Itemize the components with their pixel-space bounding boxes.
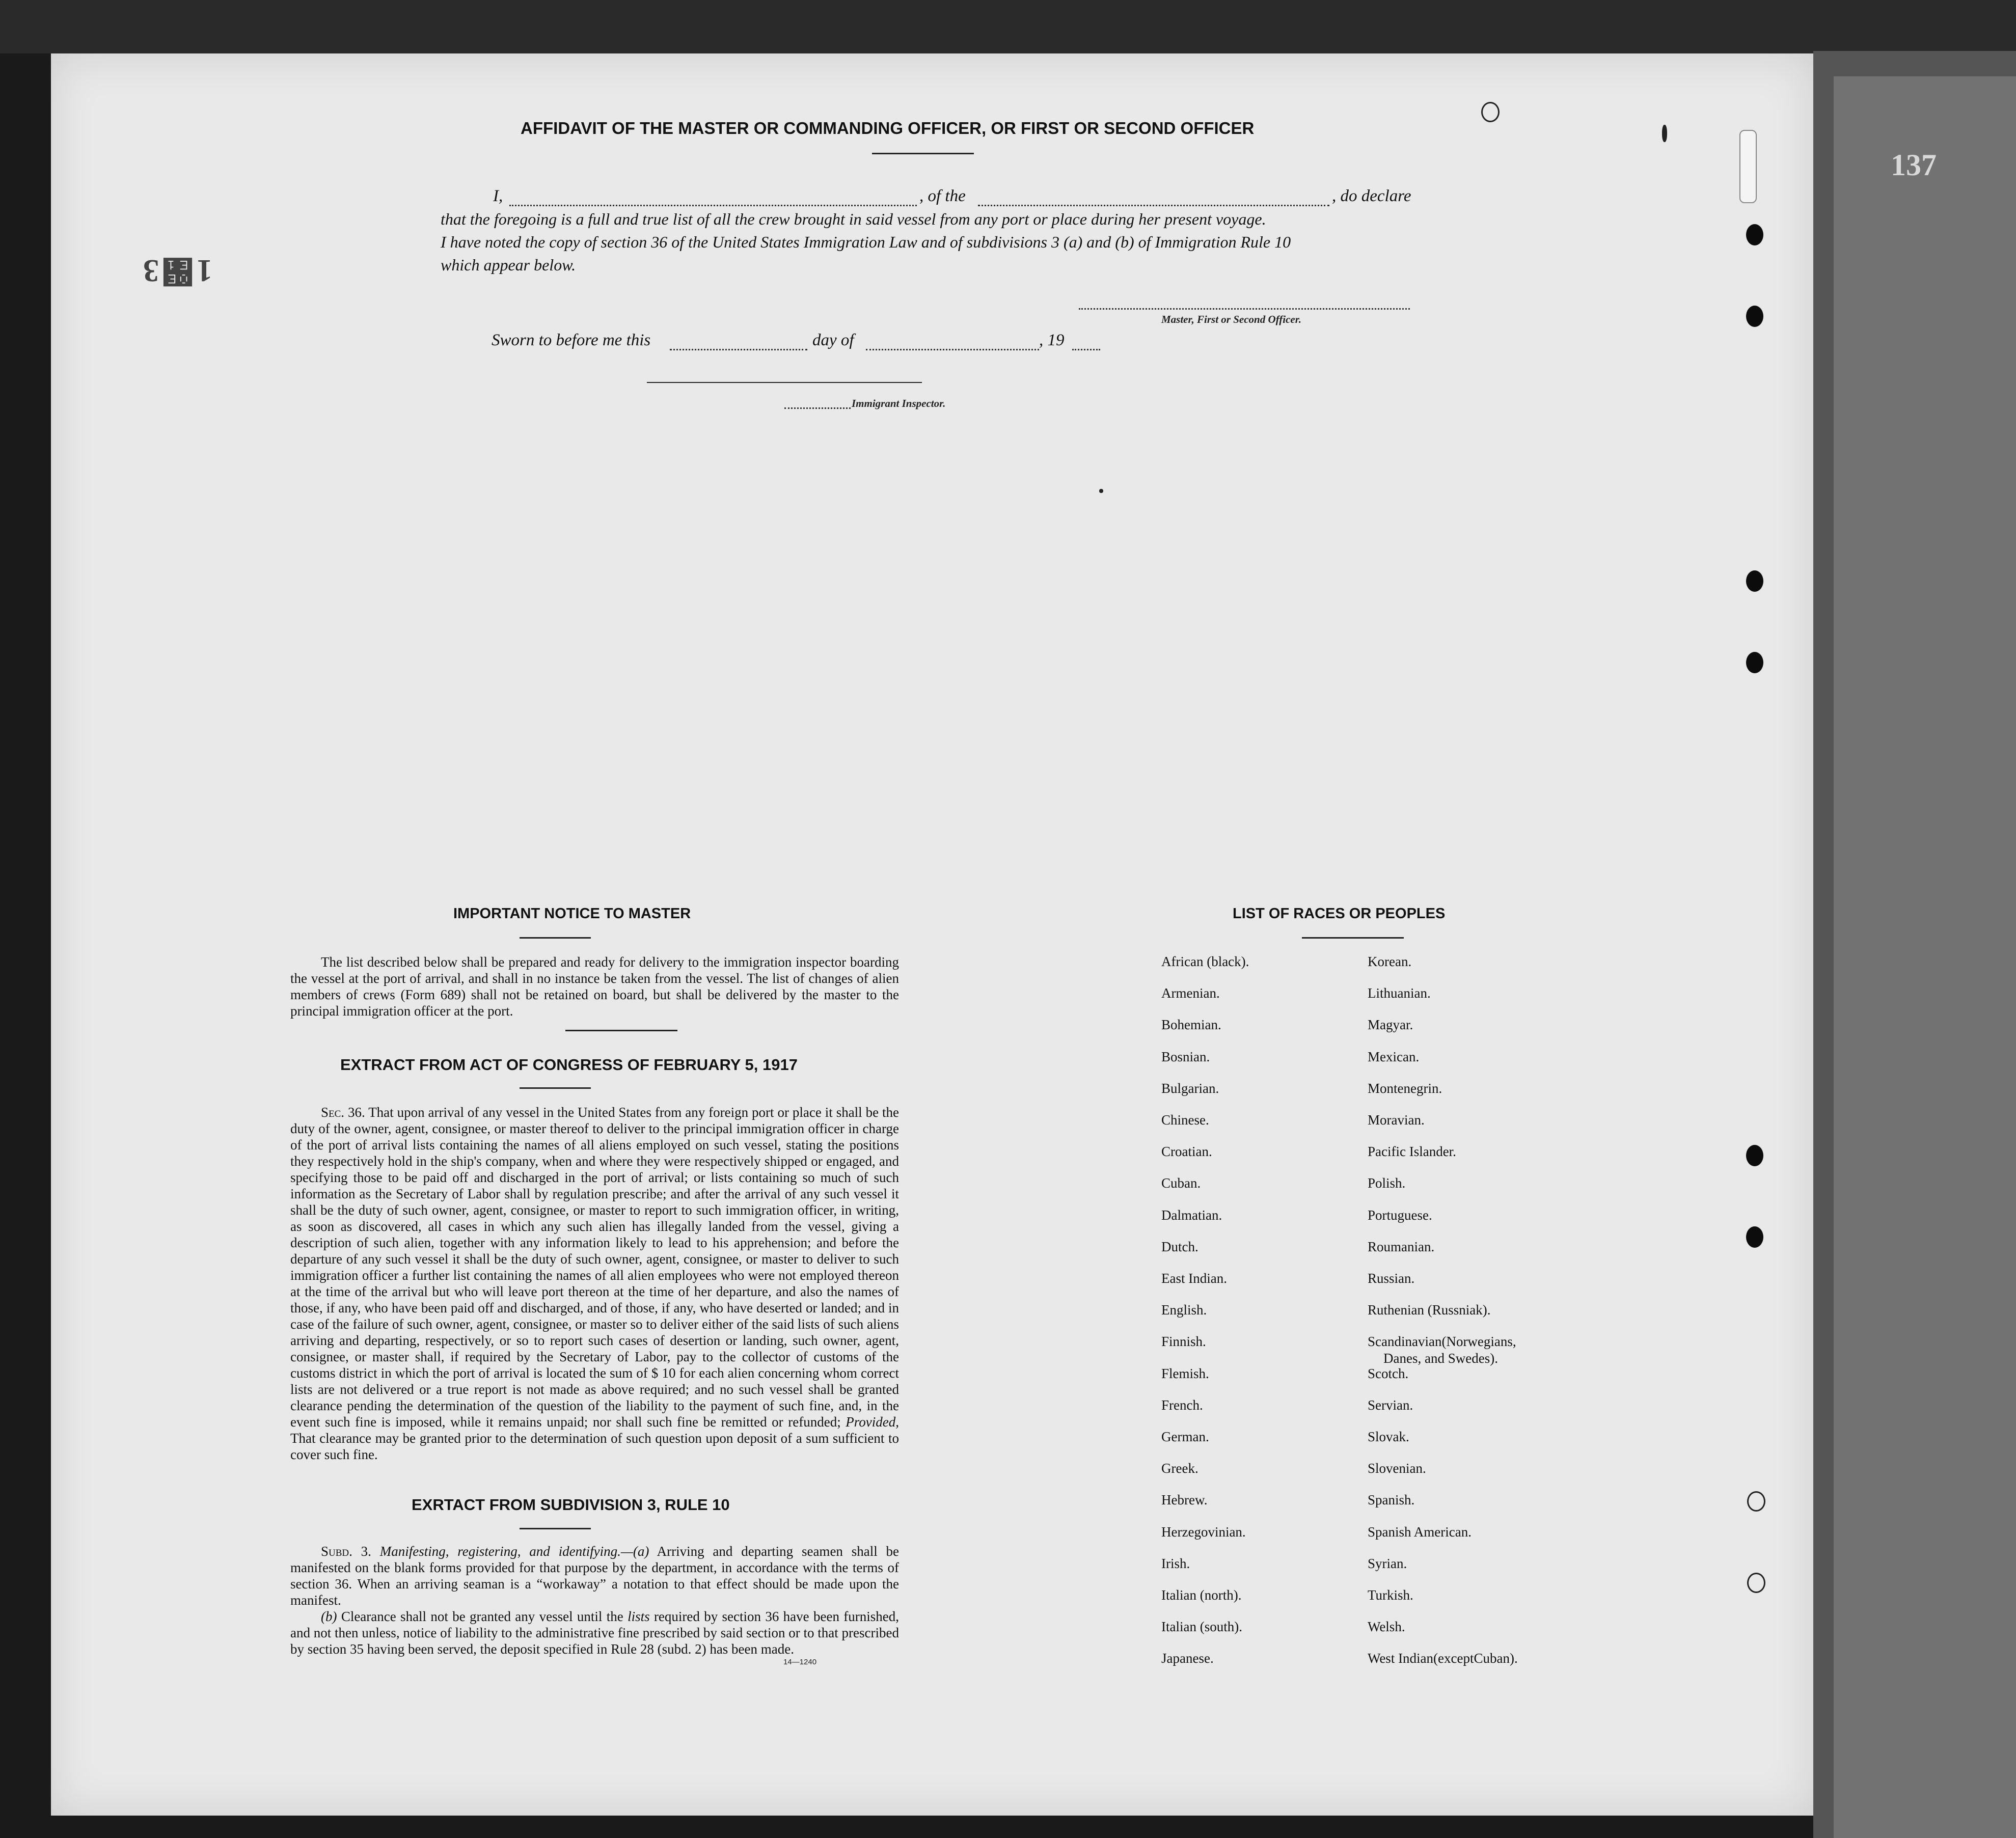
race-item: Servian.	[1368, 1397, 1413, 1413]
punch-hole	[1746, 652, 1763, 673]
punch-hole	[1746, 570, 1763, 592]
race-item: Scotch.	[1368, 1365, 1409, 1381]
ring-hole	[1747, 1491, 1765, 1512]
race-item: Welsh.	[1368, 1619, 1405, 1635]
race-item: Polish.	[1368, 1175, 1406, 1191]
punch-hole	[1746, 1145, 1763, 1166]
race-item: Greek.	[1161, 1461, 1198, 1476]
race-item: Armenian.	[1161, 985, 1220, 1001]
sworn-year-field[interactable]	[1072, 349, 1100, 350]
subd-heading: Manifesting, registering, and identifying.—(a)	[379, 1544, 649, 1559]
vessel-field[interactable]	[978, 205, 1329, 206]
scandinavian-continued: Danes, and Swedes).	[1383, 1351, 1498, 1366]
document-page	[51, 53, 1813, 1816]
form-number: 14—1240	[783, 1658, 817, 1666]
subd-label: Subd. 3.	[321, 1544, 371, 1559]
year-label: , 19	[1039, 331, 1065, 349]
race-item: Cuban.	[1161, 1175, 1201, 1191]
race-item: Korean.	[1368, 954, 1412, 969]
race-item: Ruthenian (Russniak).	[1368, 1302, 1491, 1318]
race-item: Moravian.	[1368, 1112, 1425, 1128]
race-item: Slovenian.	[1368, 1461, 1426, 1476]
punch-hole	[1746, 1226, 1763, 1248]
race-item: English.	[1161, 1302, 1207, 1318]
lists-word: lists	[628, 1609, 650, 1624]
master-label: Master, First or Second Officer.	[1161, 313, 1301, 325]
race-item: Finnish.	[1161, 1334, 1206, 1350]
race-item: Magyar.	[1368, 1017, 1413, 1033]
day-of-label: day of	[812, 331, 854, 349]
rule-title: EXRTACT FROM SUBDIVISION 3, RULE 10	[412, 1496, 730, 1514]
race-item: Hebrew.	[1161, 1492, 1208, 1508]
race-item: Italian (south).	[1161, 1619, 1242, 1635]
race-item: Herzegovinian.	[1161, 1524, 1246, 1540]
punch-hole	[1746, 224, 1763, 245]
race-item: Bohemian.	[1161, 1017, 1221, 1033]
affidavit-line4: which appear below.	[441, 256, 576, 274]
sec-label: Sec. 36.	[321, 1105, 365, 1120]
affidavit-i: I,	[493, 187, 503, 205]
title-rule	[872, 153, 974, 154]
notice-title: IMPORTANT NOTICE TO MASTER	[453, 906, 691, 922]
of-the-label: , of the	[919, 187, 966, 205]
race-item: Japanese.	[1161, 1651, 1214, 1666]
race-item: Dutch.	[1161, 1239, 1198, 1254]
notice-text: The list described below shall be prepared and ready for delivery to the immigration inspector boarding the vessel at the port of arrival, and shall in no instance be taken from the vessel. The list of changes of alien members of crews (Form 689) shall not be retained on board, but shall be delivered by the master to the principal immigration officer at the port.	[290, 954, 899, 1019]
scan-background	[0, 0, 2016, 53]
races-title: LIST OF RACES OR PEOPLES	[1233, 906, 1446, 922]
race-item: Portuguese.	[1368, 1207, 1432, 1223]
master-signature-line[interactable]	[1079, 308, 1410, 310]
race-item: German.	[1161, 1429, 1209, 1444]
inspector-signature-line	[647, 382, 922, 383]
race-item: Montenegrin.	[1368, 1080, 1442, 1096]
act-title: EXTRACT FROM ACT OF CONGRESS OF FEBRUARY 5, 1917	[340, 1056, 798, 1074]
race-item: Roumanian.	[1368, 1239, 1435, 1254]
proviso-word: Provided,	[846, 1414, 899, 1430]
do-declare-label: , do declare	[1332, 187, 1411, 205]
race-item: Italian (north).	[1161, 1587, 1242, 1603]
ring-hole	[1481, 102, 1500, 122]
ghost-number: 1໡3	[140, 253, 212, 288]
race-item: Slovak.	[1368, 1429, 1409, 1444]
rule-title-rule	[520, 1528, 591, 1529]
race-item: Mexican.	[1368, 1049, 1420, 1064]
act-body: That upon arrival of any vessel in the United States from any foreign port or place it shall be the duty of the owner, agent, consignee, or master thereof to deliver to the principal immigration officer in charge of the port of arrival lists containing the names of all aliens employed on such vessel, stating the positions they respectively hold in the ship's company, when and where they were respectively shipped or engaged, and specifying those to be paid off and discharged in the port of arrival; or lists containing so much of such information as the Secretary of Labor shall by regulation prescribe; and after the arrival of any such vessel it shall be the duty of such owner, agent, consignee, or master to report to such immigration officer, in writing, as soon as discovered, all cases in which any such alien has illegally landed from the vessel, giving a description of such alien, together with any information likely to lead to his apprehension; and before the departure of any such vessel it shall be the duty of such owner, agent, consignee, or master to deliver to such immigration officer a further list containing the names of all alien employees who were not employed thereon at the time of the arrival but who will leave port thereon at the time of her departure, and also the names of those, if any, who have been paid off and discharged, and of those, if any, who have deserted or landed; and in case of the failure of such owner, agent, consignee, or master so to deliver either of the said lists of such aliens arriving and departing, respectively, or so to report such cases of desertion or landing, such owner, agent, consignee, or master shall, if required by the Secretary of Labor, pay to the collector of customs of the customs district in which the port of arrival is located the sum of $ 10 for each alien concerning whom correct lists are not delivered or a true report is not made as above required; and no such vessel shall be granted clearance pending the determination of the question of the liability to the payment of such fine, and, in the event such fine is imposed, while it remains unpaid; nor shall such fine be remitted or refunded;	[290, 1105, 900, 1430]
race-item: French.	[1161, 1397, 1203, 1413]
notice-rule	[520, 937, 591, 939]
race-item: Scandinavian(Norwegians,	[1368, 1334, 1516, 1350]
race-item: Russian.	[1368, 1271, 1415, 1286]
act-text	[290, 1104, 899, 1463]
race-item: Spanish American.	[1368, 1524, 1472, 1540]
race-item: Bulgarian.	[1161, 1080, 1219, 1096]
race-item: Syrian.	[1368, 1555, 1407, 1571]
ink-mark	[1099, 489, 1103, 493]
race-item: African (black).	[1161, 954, 1249, 969]
act-body-end: That clearance may be granted prior to the determination of such question upon deposit of a sum sufficient to cover such fine.	[290, 1431, 899, 1462]
ink-mark	[1662, 125, 1667, 142]
race-item: Dalmatian.	[1161, 1207, 1222, 1223]
race-item: Lithuanian.	[1368, 985, 1431, 1001]
race-item: Croatian.	[1161, 1144, 1212, 1160]
punch-hole	[1746, 306, 1763, 327]
inspector-dotted	[784, 407, 851, 409]
race-item: Flemish.	[1161, 1365, 1209, 1381]
name-field[interactable]	[509, 205, 917, 206]
race-item: Bosnian.	[1161, 1049, 1210, 1064]
sworn-day-field[interactable]	[670, 349, 807, 350]
race-item: East Indian.	[1161, 1271, 1227, 1286]
page-number: 137	[1891, 148, 1937, 182]
rule-text	[290, 1543, 899, 1657]
affidavit-line3: I have noted the copy of section 36 of the United States Immigration Law and of subdivisions 3 (a) and (b) of Immigration Rule 10	[441, 233, 1291, 251]
race-item: Turkish.	[1368, 1587, 1413, 1603]
affidavit-title: AFFIDAVIT OF THE MASTER OR COMMANDING OFFICER, OR FIRST OR SECOND OFFICER	[521, 119, 1255, 138]
race-item: Spanish.	[1368, 1492, 1415, 1508]
race-item: West Indian(exceptCuban).	[1368, 1651, 1518, 1666]
sworn-label: Sworn to before me this	[492, 331, 651, 349]
race-item: Chinese.	[1161, 1112, 1209, 1128]
subd-b-2: required by section 36 have been furnished, and not then unless, notice of liability to the administrative fine prescribed by said section or to that prescribed by section 35 having been served, the deposit specified in Rule 28 (subd. 2) has been made.	[290, 1609, 899, 1657]
race-item: Pacific Islander.	[1368, 1144, 1456, 1160]
binder-clip	[1739, 130, 1757, 203]
subd-a: Arriving and departing seamen shall be manifested on the blank forms provided for that purpose by the department, in accordance with the terms of section 36. When an arriving seaman is a “workaway” a notation to that effect should be made upon the manifest.	[290, 1544, 899, 1608]
next-page-shadow	[1834, 76, 2016, 1838]
race-item: Irish.	[1161, 1555, 1190, 1571]
affidavit-line2: that the foregoing is a full and true list of all the crew brought in said vessel from any port or place during her present voyage.	[441, 210, 1266, 228]
b-label: (b)	[321, 1609, 337, 1624]
notice-bottom-rule	[565, 1030, 677, 1031]
act-rule	[520, 1087, 591, 1089]
subd-b-1: Clearance shall not be granted any vessel until the	[341, 1609, 623, 1624]
inspector-label: Immigrant Inspector.	[852, 397, 946, 409]
races-rule	[1302, 937, 1404, 939]
ring-hole	[1747, 1573, 1765, 1593]
sworn-month-field[interactable]	[866, 349, 1039, 350]
